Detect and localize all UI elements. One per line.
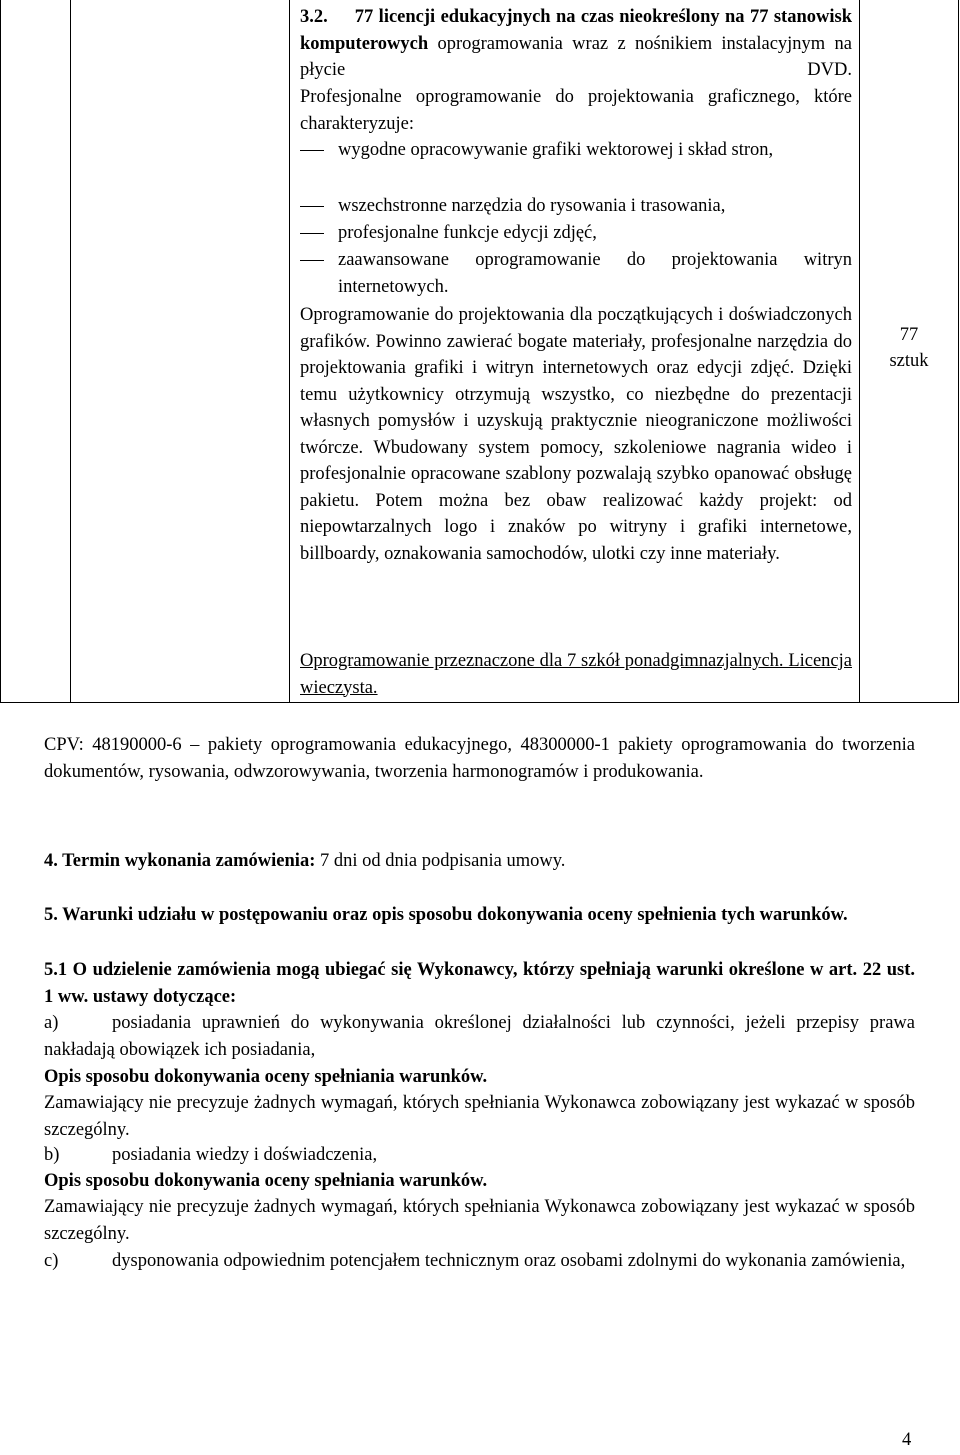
- section-4-text: 7 dni od dnia podpisania umowy.: [319, 851, 566, 871]
- item-heading: [300, 4, 852, 84]
- section-4-heading: 4. Termin wykonania zamówienia:: [44, 851, 316, 871]
- condition-b: [44, 1142, 377, 1169]
- section-4: [44, 848, 565, 875]
- dash-bullet-icon: [300, 233, 324, 234]
- feature-item: wszechstronne narzędzia do rysowania i trasowania,: [300, 193, 852, 220]
- page-number: 4: [902, 1430, 912, 1450]
- assessment-heading: Opis sposobu dokonywania oceny spełniania warunków.: [44, 1067, 488, 1087]
- condition-label: a): [44, 1013, 59, 1033]
- item-heading-bold: 77 licencji edukacyjnych na czas nieokreślony na 77 stanowisk komputerowych: [300, 7, 852, 54]
- section-5-1-heading: 5.1 O udzielenie zamówienia mogą ubiegać się Wykonawcy, którzy spełniają warunki określone w art. 22 ust. 1 ww. ustawy dotyczące:: [44, 960, 915, 1007]
- item-note: Oprogramowanie przeznaczone dla 7 szkół ponadgimnazjalnych. Licencja wieczysta.: [300, 651, 852, 698]
- item-number: 3.2.: [300, 7, 328, 27]
- assessment-text: Zamawiający nie precyzuje żadnych wymagań, których spełniania Wykonawca zobowiązany jest wykazać w sposób szczególny.: [44, 1197, 915, 1244]
- condition-label: b): [44, 1145, 60, 1165]
- feature-item: zaawansowane oprogramowanie do projektowania witryn internetowych.: [300, 247, 852, 301]
- feature-item: profesjonalne funkcje edycji zdjęć,: [300, 220, 852, 247]
- condition-c: [44, 1248, 915, 1275]
- dash-bullet-icon: [300, 150, 324, 151]
- item-heading-rest: oprogramowania wraz z nośnikiem instalacyjnym na płycie DVD.: [300, 33, 853, 80]
- quantity-cell: [860, 322, 958, 374]
- condition-label: c): [44, 1251, 59, 1271]
- condition-text: posiadania uprawnień do wykonywania określonej działalności lub czynności, jeżeli przepisy prawa nakładają obowiązek ich posiadania,: [44, 1013, 915, 1060]
- condition-text: dysponowania odpowiednim potencjałem technicznym oraz osobami zdolnymi do wykonania zamówienia,: [112, 1251, 906, 1271]
- assessment-text: Zamawiający nie precyzuje żadnych wymagań, których spełniania Wykonawca zobowiązany jest wykazać w sposób szczególny.: [44, 1093, 915, 1140]
- assessment-heading: Opis sposobu dokonywania oceny spełniania warunków.: [44, 1171, 488, 1191]
- quantity-number: 77: [899, 325, 919, 345]
- condition-a: [44, 1010, 915, 1063]
- item-intro: Profesjonalne oprogramowanie do projektowania graficznego, które charakteryzuje:: [300, 87, 852, 134]
- condition-text: posiadania wiedzy i doświadczenia,: [112, 1145, 378, 1165]
- dash-bullet-icon: [300, 206, 324, 207]
- quantity-unit: sztuk: [889, 351, 929, 371]
- feature-item: wygodne opracowywanie grafiki wektorowej i skład stron,: [300, 137, 852, 191]
- section-5-heading: 5. Warunki udziału w postępowaniu oraz opis sposobu dokonywania oceny spełnienia tych warunków.: [44, 905, 848, 925]
- cpv-paragraph: CPV: 48190000-6 – pakiety oprogramowania edukacyjnego, 48300000-1 pakiety oprogramowania do tworzenia dokumentów, rysowania, odwzorowywania, tworzenia harmonogramów i produkowania.: [44, 735, 915, 782]
- item-description: Oprogramowanie do projektowania dla początkujących i doświadczonych grafików. Powinno zawierać bogate materiały, profesjonalne narzędzia do projektowania grafiki i witryn internetowych oraz edycji zdjęć. Dzięki temu użytkownicy otrzymują wszystko, co niezbędne do prezentacji własnych pomysłów i uzyskują praktycznie nieograniczone możliwości twórcze. Wbudowany system pomocy, szkoleniowe nagrania wideo i profesjonalnie opracowane szablony pozwalają szybko opanować obsługę pakietu. Potem można bez obaw realizować każdy projekt: od niepowtarzalnych logo i znaków po witryny i grafiki internetowe, billboardy, oznakowania samochodów, ulotki czy inne materiały.: [300, 305, 852, 564]
